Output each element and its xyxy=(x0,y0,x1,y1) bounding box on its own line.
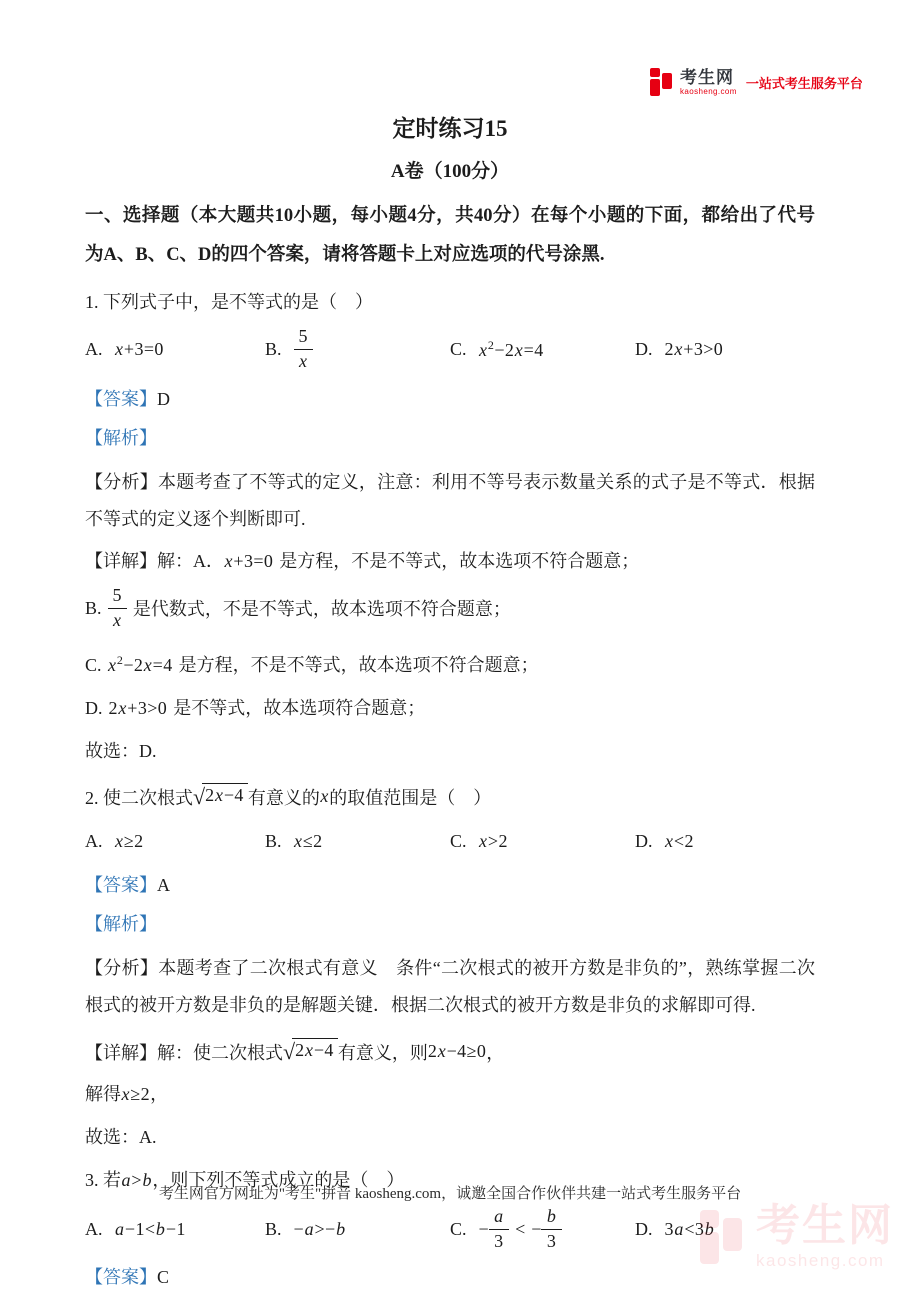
page-title: 定时练习15 xyxy=(392,116,508,141)
sqrt-expression: √2x−4 xyxy=(283,1038,338,1065)
q1-detail-b: B. $\frac{5}{x}$ 是代数式，不是不等式，故本选项不符合题意； xyxy=(85,584,511,630)
q1-detail-a: 【详解】解：A．x+3=0 是方程，不是不等式，故本选项不符合题意； xyxy=(85,551,640,571)
radical-sign: √ xyxy=(193,784,206,809)
fraction: $\frac{a}{3}$ xyxy=(489,1206,509,1252)
q2-option-a: A. x≥2 xyxy=(85,830,144,851)
footer-text: 考生网官方网址为"考生"拼音 kaosheng.com，诚邀全国合作伙伴共建一站式考生服务平台 xyxy=(158,1186,742,1202)
answer-label: 【答案】 xyxy=(85,1267,157,1287)
q2-options xyxy=(85,824,815,858)
fraction: $\frac{5}{x}$ xyxy=(108,585,127,631)
q3-option-a: A. a−1<b−1 xyxy=(85,1218,186,1239)
q2-option-b: B. x≤2 xyxy=(265,830,323,851)
answer-label: 【答案】 xyxy=(85,875,157,895)
q2-answer-line xyxy=(85,872,815,899)
radical-sign: √ xyxy=(283,1039,296,1064)
paper-subtitle: A卷（100分） xyxy=(390,161,510,182)
fenxi-label: 【分析】 xyxy=(85,472,159,492)
q1-option-b: B. $\frac{5}{x}$ xyxy=(265,326,450,372)
q3-option-c: C. − $\frac{a}{3}$ < − $\frac{b}{3}$ xyxy=(450,1206,635,1252)
q3-answer: C xyxy=(157,1267,170,1287)
q2-answer: A xyxy=(157,875,170,895)
q2-stem: 2. 使二次根式 √2x−4 有意义的 x 的取值范围是（ ） xyxy=(85,784,492,809)
q1-detail-c: C. $x^2-2x=4$ 是方程，不是不等式，故本选项不符合题意； xyxy=(85,653,539,675)
q3-option-d: D. 3a<3b xyxy=(635,1218,715,1239)
q1-jiexi-line xyxy=(85,425,815,452)
brand-domain: kaosheng.com xyxy=(680,86,737,96)
answer-label: 【答案】 xyxy=(85,389,157,409)
q1-options xyxy=(85,318,815,380)
q1-answer: D xyxy=(157,389,170,409)
header-brand-logo xyxy=(650,68,863,96)
q2-solve: 解得x≥2， xyxy=(85,1084,169,1104)
q1-fenxi: 【分析】本题考查了不等式的定义，注意：利用不等号表示数量关系的式子是不等式．根据不等式的定义逐个判断即可. xyxy=(85,472,816,529)
watermark-domain: kaosheng.com xyxy=(756,1251,885,1270)
q2-option-c: C. x>2 xyxy=(450,830,508,851)
brand-name: 考生网 xyxy=(680,67,734,87)
watermark-name: 考生网 xyxy=(756,1201,894,1250)
watermark-logo xyxy=(700,1201,894,1270)
q1-option-d: D. 2x+3>0 xyxy=(635,338,724,359)
q1-option-c: C. $x^2-2x=4$ xyxy=(450,337,544,360)
sqrt-expression: √2x−4 xyxy=(193,783,248,810)
kaosheng-logo-icon xyxy=(700,1208,746,1266)
q1-conclusion: 故选：D. xyxy=(85,741,157,761)
q3-stem: 3. 若a>b，则下列不等式成立的是（ ） xyxy=(85,1170,405,1190)
q1-option-a: A. x+3=0 xyxy=(85,338,164,359)
q1-answer-line xyxy=(85,386,815,413)
brand-tagline: 一站式考生服务平台 xyxy=(745,75,863,91)
kaosheng-logo-icon xyxy=(650,68,674,96)
section-instructions: 一、选择题（本大题共10小题，每小题4分，共40分）在每个小题的下面，都给出了代号为A、B、C、D的四个答案，请将答题卡上对应选项的代号涂黑. xyxy=(85,206,815,265)
q2-detail: 【详解】 解：使二次根式 √2x−4 有意义，则 2x−4≥0 ， xyxy=(85,1039,505,1064)
jiexi-label: 【解析】 xyxy=(85,914,157,934)
jiexi-label: 【解析】 xyxy=(85,428,157,448)
q1-detail-d: D. 2x+3>0 是不等式，故本选项符合题意； xyxy=(85,698,426,718)
q2-option-d: D. x<2 xyxy=(635,830,694,851)
xiangjie-label: 【详解】 xyxy=(85,1042,157,1063)
xiangjie-label: 【详解】 xyxy=(85,551,157,571)
fenxi-label: 【分析】 xyxy=(85,958,159,978)
q2-fenxi: 【分析】本题考查了二次根式有意义 条件“二次根式的被开方数是非负的”，熟练掌握二次根式的被开方数是非负的是解题关键．根据二次根式的被开方数是非负的求解即可得. xyxy=(85,958,815,1015)
q2-jiexi-line xyxy=(85,911,815,938)
fraction: $\frac{5}{x}$ xyxy=(294,326,313,372)
fraction: $\frac{b}{3}$ xyxy=(541,1206,561,1252)
q2-conclusion: 故选：A. xyxy=(85,1127,157,1147)
q3-option-b: B. −a>−b xyxy=(265,1218,346,1239)
q1-stem: 1. 下列式子中，是不等式的是（ ） xyxy=(85,292,373,312)
